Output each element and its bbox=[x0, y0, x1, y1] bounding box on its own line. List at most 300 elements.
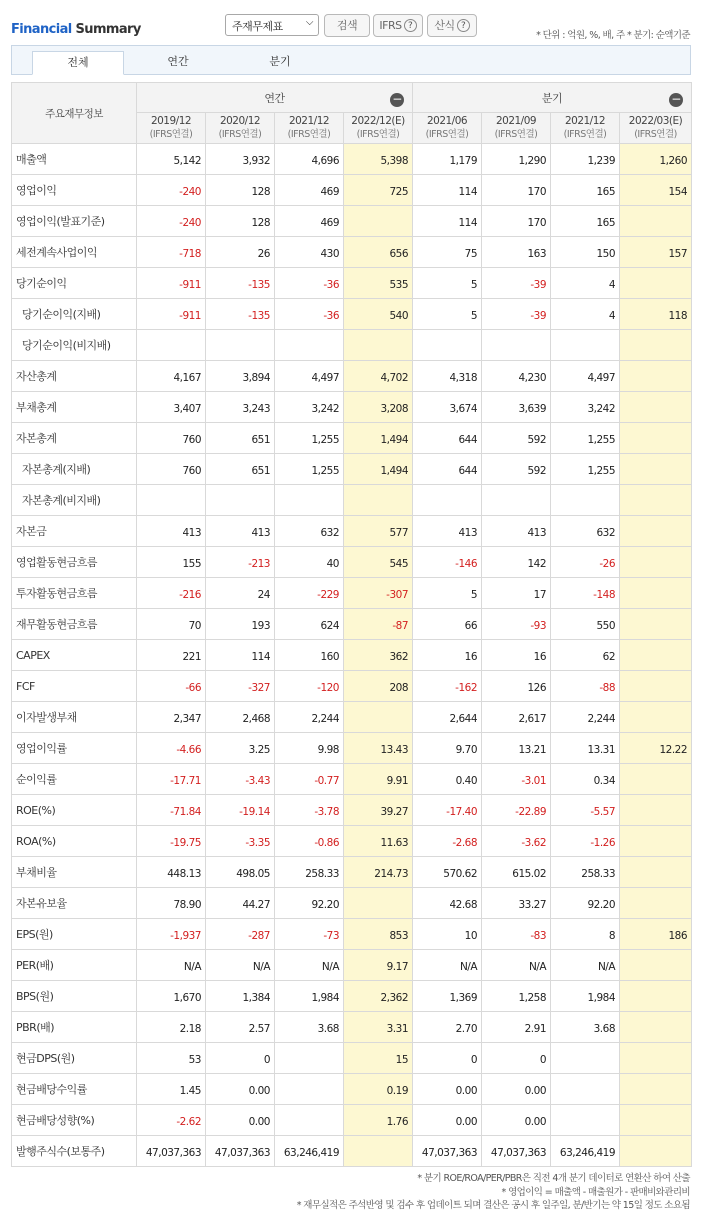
value-cell: 362 bbox=[344, 640, 413, 671]
value-cell: -216 bbox=[137, 578, 206, 609]
value-cell: -911 bbox=[137, 299, 206, 330]
value-cell: 92.20 bbox=[275, 888, 344, 919]
value-cell bbox=[482, 485, 551, 516]
value-cell: -3.62 bbox=[482, 826, 551, 857]
value-cell: 157 bbox=[620, 237, 692, 268]
row-label: 매출액 bbox=[12, 144, 137, 175]
value-cell: 2,244 bbox=[275, 702, 344, 733]
row-label: 당기순이익 bbox=[12, 268, 137, 299]
value-cell: -135 bbox=[206, 299, 275, 330]
value-cell: N/A bbox=[275, 950, 344, 981]
value-cell: 1,255 bbox=[275, 423, 344, 454]
value-cell: 592 bbox=[482, 423, 551, 454]
value-cell: 0.40 bbox=[413, 764, 482, 795]
row-label: BPS(원) bbox=[12, 981, 137, 1012]
value-cell: -39 bbox=[482, 299, 551, 330]
value-cell bbox=[344, 330, 413, 361]
value-cell: -307 bbox=[344, 578, 413, 609]
row-label: 부채비율 bbox=[12, 857, 137, 888]
row-label: PBR(배) bbox=[12, 1012, 137, 1043]
table-row bbox=[12, 578, 692, 609]
value-cell bbox=[620, 392, 692, 423]
value-cell: 430 bbox=[275, 237, 344, 268]
value-cell: 644 bbox=[413, 423, 482, 454]
value-cell: -1.26 bbox=[551, 826, 620, 857]
row-label: 당기순이익(지배) bbox=[12, 299, 137, 330]
value-cell bbox=[344, 888, 413, 919]
value-cell: 13.31 bbox=[551, 733, 620, 764]
value-cell: -5.57 bbox=[551, 795, 620, 826]
value-cell: -146 bbox=[413, 547, 482, 578]
value-cell: 540 bbox=[344, 299, 413, 330]
value-cell: -83 bbox=[482, 919, 551, 950]
value-cell: -73 bbox=[275, 919, 344, 950]
tab-quarterly[interactable]: 분기 bbox=[269, 55, 291, 68]
period-label: 2022/03(E) bbox=[628, 115, 683, 127]
table-row bbox=[12, 857, 692, 888]
value-cell: 114 bbox=[206, 640, 275, 671]
value-cell: 2,347 bbox=[137, 702, 206, 733]
value-cell: 221 bbox=[137, 640, 206, 671]
table-row bbox=[12, 361, 692, 392]
value-cell bbox=[620, 547, 692, 578]
table-row bbox=[12, 175, 692, 206]
value-cell: N/A bbox=[413, 950, 482, 981]
value-cell: 1,290 bbox=[482, 144, 551, 175]
value-cell bbox=[620, 361, 692, 392]
row-label: 발행주식수(보통주) bbox=[12, 1136, 137, 1167]
value-cell: -1,937 bbox=[137, 919, 206, 950]
row-label: 재무활동현금흐름 bbox=[12, 609, 137, 640]
value-cell: 632 bbox=[551, 516, 620, 547]
value-cell: -2.68 bbox=[413, 826, 482, 857]
value-cell: 63,246,419 bbox=[275, 1136, 344, 1167]
value-cell: 150 bbox=[551, 237, 620, 268]
value-cell: N/A bbox=[206, 950, 275, 981]
search-button[interactable]: 검색 bbox=[324, 14, 370, 37]
value-cell: 214.73 bbox=[344, 857, 413, 888]
period-header bbox=[206, 113, 275, 144]
value-cell bbox=[620, 609, 692, 640]
row-header-cell: 주요재무정보 bbox=[12, 83, 137, 144]
value-cell: 165 bbox=[551, 206, 620, 237]
value-cell bbox=[620, 454, 692, 485]
row-label: 자본총계 bbox=[12, 423, 137, 454]
row-label: 영업이익률 bbox=[12, 733, 137, 764]
table-row bbox=[12, 516, 692, 547]
table-row bbox=[12, 733, 692, 764]
period-basis: (IFRS연결) bbox=[425, 129, 469, 140]
value-cell: 47,037,363 bbox=[206, 1136, 275, 1167]
value-cell bbox=[137, 485, 206, 516]
value-cell: 142 bbox=[482, 547, 551, 578]
value-cell: 2,244 bbox=[551, 702, 620, 733]
table-row bbox=[12, 609, 692, 640]
value-cell: 651 bbox=[206, 454, 275, 485]
value-cell: 128 bbox=[206, 175, 275, 206]
value-cell: -327 bbox=[206, 671, 275, 702]
value-cell: 47,037,363 bbox=[413, 1136, 482, 1167]
table-row bbox=[12, 888, 692, 919]
value-cell: -3.78 bbox=[275, 795, 344, 826]
value-cell: 592 bbox=[482, 454, 551, 485]
value-cell: 208 bbox=[344, 671, 413, 702]
value-cell: -120 bbox=[275, 671, 344, 702]
table-row bbox=[12, 1043, 692, 1074]
table-row bbox=[12, 764, 692, 795]
value-cell: -287 bbox=[206, 919, 275, 950]
value-cell: 1,260 bbox=[620, 144, 692, 175]
value-cell: 53 bbox=[137, 1043, 206, 1074]
value-cell: 4,702 bbox=[344, 361, 413, 392]
value-cell: 70 bbox=[137, 609, 206, 640]
footnote-line: * 영업이익 = 매출액 - 매출원가 - 판매비와관리비 bbox=[501, 1186, 690, 1198]
row-label: 현금배당성향(%) bbox=[12, 1105, 137, 1136]
value-cell: 17 bbox=[482, 578, 551, 609]
value-cell: -3.43 bbox=[206, 764, 275, 795]
formula-label: 산식 bbox=[434, 19, 455, 32]
value-cell: 0.34 bbox=[551, 764, 620, 795]
value-cell: 4,497 bbox=[551, 361, 620, 392]
value-cell: -22.89 bbox=[482, 795, 551, 826]
period-header bbox=[482, 113, 551, 144]
value-cell: -17.71 bbox=[137, 764, 206, 795]
value-cell: -36 bbox=[275, 268, 344, 299]
period-basis: (IFRS연결) bbox=[287, 129, 331, 140]
value-cell: 624 bbox=[275, 609, 344, 640]
value-cell bbox=[344, 1136, 413, 1167]
value-cell: -71.84 bbox=[137, 795, 206, 826]
value-cell: 644 bbox=[413, 454, 482, 485]
value-cell: 2,644 bbox=[413, 702, 482, 733]
value-cell: 16 bbox=[413, 640, 482, 671]
value-cell: 0.19 bbox=[344, 1074, 413, 1105]
period-basis: (IFRS연결) bbox=[356, 129, 400, 140]
value-cell: 413 bbox=[137, 516, 206, 547]
value-cell: 5 bbox=[413, 268, 482, 299]
period-label: 2021/12 bbox=[564, 115, 606, 127]
value-cell bbox=[275, 330, 344, 361]
value-cell: 9.98 bbox=[275, 733, 344, 764]
value-cell: 114 bbox=[413, 175, 482, 206]
value-cell bbox=[275, 1074, 344, 1105]
value-cell: -19.14 bbox=[206, 795, 275, 826]
row-label: 자본유보율 bbox=[12, 888, 137, 919]
value-cell: -3.35 bbox=[206, 826, 275, 857]
period-label: 2021/12 bbox=[288, 115, 330, 127]
value-cell bbox=[137, 330, 206, 361]
row-label: 세전계속사업이익 bbox=[12, 237, 137, 268]
value-cell: 0.00 bbox=[413, 1074, 482, 1105]
value-cell: 760 bbox=[137, 454, 206, 485]
value-cell: -39 bbox=[482, 268, 551, 299]
value-cell: -240 bbox=[137, 206, 206, 237]
period-label: 2022/12(E) bbox=[351, 115, 405, 127]
value-cell: 0 bbox=[482, 1043, 551, 1074]
value-cell bbox=[413, 330, 482, 361]
question-icon: ? bbox=[457, 19, 470, 32]
value-cell: 47,037,363 bbox=[482, 1136, 551, 1167]
value-cell: 63,246,419 bbox=[551, 1136, 620, 1167]
value-cell: 3.25 bbox=[206, 733, 275, 764]
period-label: 2020/12 bbox=[219, 115, 261, 127]
value-cell: 1,179 bbox=[413, 144, 482, 175]
value-cell bbox=[620, 795, 692, 826]
value-cell: -93 bbox=[482, 609, 551, 640]
period-header bbox=[344, 113, 413, 144]
value-cell: 13.21 bbox=[482, 733, 551, 764]
value-cell: 0 bbox=[413, 1043, 482, 1074]
value-cell: 2,468 bbox=[206, 702, 275, 733]
value-cell bbox=[620, 516, 692, 547]
period-header bbox=[413, 113, 482, 144]
value-cell: 570.62 bbox=[413, 857, 482, 888]
value-cell: 62 bbox=[551, 640, 620, 671]
value-cell: 10 bbox=[413, 919, 482, 950]
table-row bbox=[12, 981, 692, 1012]
value-cell: 535 bbox=[344, 268, 413, 299]
value-cell: -26 bbox=[551, 547, 620, 578]
value-cell: 15 bbox=[344, 1043, 413, 1074]
value-cell: 3.68 bbox=[551, 1012, 620, 1043]
value-cell: 577 bbox=[344, 516, 413, 547]
footnotes bbox=[297, 1172, 690, 1213]
table-row bbox=[12, 392, 692, 423]
value-cell: 1,255 bbox=[275, 454, 344, 485]
value-cell: 3,242 bbox=[551, 392, 620, 423]
value-cell: 1,494 bbox=[344, 454, 413, 485]
table-row bbox=[12, 144, 692, 175]
value-cell bbox=[551, 330, 620, 361]
row-label: PER(배) bbox=[12, 950, 137, 981]
value-cell bbox=[620, 423, 692, 454]
collapse-icon[interactable]: − bbox=[390, 93, 404, 107]
value-cell: 1,258 bbox=[482, 981, 551, 1012]
period-basis: (IFRS연결) bbox=[494, 129, 538, 140]
value-cell: -0.77 bbox=[275, 764, 344, 795]
value-cell bbox=[551, 485, 620, 516]
value-cell: -240 bbox=[137, 175, 206, 206]
statement-type-value: 주재무제표 bbox=[232, 20, 283, 33]
value-cell: 9.91 bbox=[344, 764, 413, 795]
value-cell: 4,497 bbox=[275, 361, 344, 392]
tab-annual[interactable]: 연간 bbox=[167, 55, 189, 68]
value-cell: -19.75 bbox=[137, 826, 206, 857]
value-cell: 545 bbox=[344, 547, 413, 578]
value-cell: 4 bbox=[551, 299, 620, 330]
summary-header bbox=[0, 0, 704, 46]
row-label: ROE(%) bbox=[12, 795, 137, 826]
table-row bbox=[12, 423, 692, 454]
value-cell bbox=[551, 1043, 620, 1074]
row-label: 영업이익(발표기준) bbox=[12, 206, 137, 237]
value-cell bbox=[620, 1074, 692, 1105]
value-cell bbox=[620, 671, 692, 702]
value-cell: 44.27 bbox=[206, 888, 275, 919]
value-cell: 1,984 bbox=[551, 981, 620, 1012]
value-cell: 725 bbox=[344, 175, 413, 206]
value-cell bbox=[620, 826, 692, 857]
value-cell: 1,494 bbox=[344, 423, 413, 454]
period-header bbox=[137, 113, 206, 144]
row-label: EPS(원) bbox=[12, 919, 137, 950]
value-cell: -2.62 bbox=[137, 1105, 206, 1136]
row-label: 부채총계 bbox=[12, 392, 137, 423]
table-row bbox=[12, 826, 692, 857]
value-cell: -911 bbox=[137, 268, 206, 299]
value-cell: 3,208 bbox=[344, 392, 413, 423]
value-cell: -0.86 bbox=[275, 826, 344, 857]
period-label: 2019/12 bbox=[150, 115, 192, 127]
value-cell: 498.05 bbox=[206, 857, 275, 888]
row-label: 자본총계(비지배) bbox=[12, 485, 137, 516]
value-cell: N/A bbox=[137, 950, 206, 981]
value-cell: 42.68 bbox=[413, 888, 482, 919]
value-cell: 656 bbox=[344, 237, 413, 268]
value-cell bbox=[620, 268, 692, 299]
value-cell bbox=[620, 888, 692, 919]
value-cell: 40 bbox=[275, 547, 344, 578]
value-cell: 0.00 bbox=[413, 1105, 482, 1136]
value-cell bbox=[344, 485, 413, 516]
row-label: 영업이익 bbox=[12, 175, 137, 206]
table-row bbox=[12, 1012, 692, 1043]
value-cell: N/A bbox=[551, 950, 620, 981]
value-cell: 3,932 bbox=[206, 144, 275, 175]
value-cell: 469 bbox=[275, 206, 344, 237]
financial-summary-table bbox=[11, 82, 692, 1167]
value-cell: 2.18 bbox=[137, 1012, 206, 1043]
value-cell bbox=[344, 702, 413, 733]
value-cell bbox=[620, 764, 692, 795]
value-cell: 2.57 bbox=[206, 1012, 275, 1043]
value-cell bbox=[413, 485, 482, 516]
value-cell: 0.00 bbox=[206, 1074, 275, 1105]
row-label: 자본금 bbox=[12, 516, 137, 547]
value-cell: 163 bbox=[482, 237, 551, 268]
row-label: FCF bbox=[12, 671, 137, 702]
value-cell: 0 bbox=[206, 1043, 275, 1074]
section-title bbox=[11, 22, 141, 37]
value-cell bbox=[620, 485, 692, 516]
period-basis: (IFRS연결) bbox=[218, 129, 262, 140]
value-cell: 4,167 bbox=[137, 361, 206, 392]
ifrs-help-button[interactable] bbox=[373, 14, 423, 37]
statement-type-select[interactable] bbox=[225, 14, 319, 36]
value-cell: 170 bbox=[482, 206, 551, 237]
value-cell: N/A bbox=[482, 950, 551, 981]
value-cell: 1,255 bbox=[551, 423, 620, 454]
value-cell: 469 bbox=[275, 175, 344, 206]
value-cell: 2,617 bbox=[482, 702, 551, 733]
value-cell: 413 bbox=[482, 516, 551, 547]
tab-all[interactable]: 전체 bbox=[32, 51, 124, 75]
chevron-down-icon: ⌵ bbox=[305, 17, 313, 28]
row-label: 이자발생부채 bbox=[12, 702, 137, 733]
footnote-line: * 재무실적은 주석반영 및 검수 후 업데이트 되며 결산은 공시 후 일주일, 분/반기는 약 15일 정도 소요됨 bbox=[296, 1200, 690, 1211]
table-row bbox=[12, 1136, 692, 1167]
value-cell: -135 bbox=[206, 268, 275, 299]
value-cell: 12.22 bbox=[620, 733, 692, 764]
table-row bbox=[12, 485, 692, 516]
row-label: 자산총계 bbox=[12, 361, 137, 392]
value-cell: 651 bbox=[206, 423, 275, 454]
ifrs-label: IFRS bbox=[379, 19, 402, 32]
period-label: 2021/06 bbox=[426, 115, 468, 127]
value-cell bbox=[620, 640, 692, 671]
footnote-line: * 분기 ROE/ROA/PER/PBR은 직전 4개 분기 데이터로 연환산 하여 산출 bbox=[417, 1173, 690, 1184]
table-row bbox=[12, 795, 692, 826]
period-header bbox=[275, 113, 344, 144]
value-cell: -87 bbox=[344, 609, 413, 640]
value-cell: 1,670 bbox=[137, 981, 206, 1012]
value-cell: 5,142 bbox=[137, 144, 206, 175]
annual-group-header bbox=[137, 83, 413, 113]
value-cell: -162 bbox=[413, 671, 482, 702]
table-row bbox=[12, 1074, 692, 1105]
value-cell bbox=[620, 950, 692, 981]
table-row bbox=[12, 640, 692, 671]
value-cell: 66 bbox=[413, 609, 482, 640]
value-cell: 5,398 bbox=[344, 144, 413, 175]
value-cell: 1,369 bbox=[413, 981, 482, 1012]
value-cell bbox=[620, 578, 692, 609]
period-label: 2021/09 bbox=[495, 115, 537, 127]
value-cell: 3,407 bbox=[137, 392, 206, 423]
value-cell: 3,242 bbox=[275, 392, 344, 423]
period-header bbox=[551, 113, 620, 144]
row-label: 영업활동현금흐름 bbox=[12, 547, 137, 578]
value-cell: 760 bbox=[137, 423, 206, 454]
value-cell: 615.02 bbox=[482, 857, 551, 888]
value-cell: 24 bbox=[206, 578, 275, 609]
quarterly-group-label: 분기 bbox=[541, 91, 563, 105]
value-cell: 5 bbox=[413, 299, 482, 330]
value-cell: 126 bbox=[482, 671, 551, 702]
value-cell: -3.01 bbox=[482, 764, 551, 795]
value-cell: 114 bbox=[413, 206, 482, 237]
value-cell: 1.76 bbox=[344, 1105, 413, 1136]
value-cell: 26 bbox=[206, 237, 275, 268]
unit-note: * 단위 : 억원, %, 배, 주 * 분기: 순액기준 bbox=[536, 30, 690, 41]
value-cell: -213 bbox=[206, 547, 275, 578]
value-cell: 4,696 bbox=[275, 144, 344, 175]
table-row bbox=[12, 330, 692, 361]
table-row bbox=[12, 671, 692, 702]
value-cell: 47,037,363 bbox=[137, 1136, 206, 1167]
value-cell: 3.31 bbox=[344, 1012, 413, 1043]
table-row bbox=[12, 919, 692, 950]
value-cell bbox=[620, 1136, 692, 1167]
value-cell: 16 bbox=[482, 640, 551, 671]
value-cell: 170 bbox=[482, 175, 551, 206]
row-label: ROA(%) bbox=[12, 826, 137, 857]
row-label: 순이익률 bbox=[12, 764, 137, 795]
value-cell: 193 bbox=[206, 609, 275, 640]
value-cell bbox=[620, 702, 692, 733]
value-cell: 155 bbox=[137, 547, 206, 578]
formula-help-button[interactable] bbox=[427, 14, 477, 37]
table-row bbox=[12, 299, 692, 330]
value-cell: 1,984 bbox=[275, 981, 344, 1012]
value-cell: 258.33 bbox=[275, 857, 344, 888]
value-cell: -148 bbox=[551, 578, 620, 609]
value-cell: 448.13 bbox=[137, 857, 206, 888]
value-cell bbox=[275, 1105, 344, 1136]
table-row bbox=[12, 1105, 692, 1136]
collapse-icon[interactable]: − bbox=[669, 93, 683, 107]
value-cell: 92.20 bbox=[551, 888, 620, 919]
